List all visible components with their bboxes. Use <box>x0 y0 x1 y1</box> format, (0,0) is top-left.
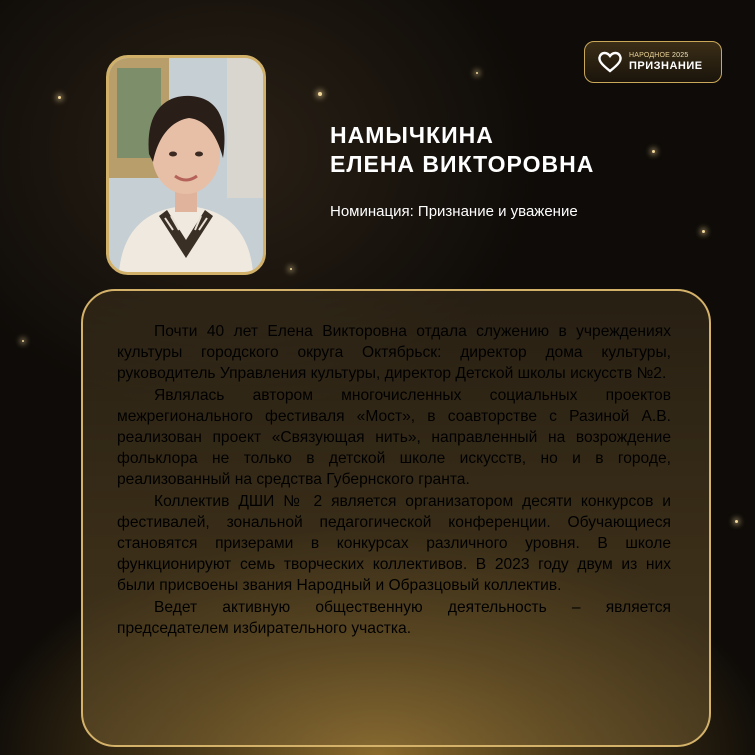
nomination-label: Номинация: Признание и уважение <box>330 203 578 220</box>
sparkle <box>735 520 738 523</box>
sparkle <box>652 150 655 153</box>
person-given-names: ЕЛЕНА ВИКТОРОВНА <box>330 151 595 177</box>
person-surname: НАМЫЧКИНА <box>330 122 494 148</box>
portrait-image <box>109 58 263 272</box>
sparkle <box>702 230 705 233</box>
sparkle <box>58 96 61 99</box>
biography-paragraph: Ведет активную общественную деятельность – является председателем избирательного участка. <box>117 598 671 637</box>
heart-icon <box>597 51 623 73</box>
sparkle <box>318 92 322 96</box>
portrait-photo <box>106 55 266 275</box>
award-logo <box>584 41 722 83</box>
biography-paragraph: Почти 40 лет Елена Викторовна отдала служению в учреждениях культуры городского округа Октябрьск: директор дома культуры, руководитель Управления культуры, директор Детской школы искусств №2. <box>117 323 671 383</box>
biography-card <box>81 289 711 747</box>
sparkle <box>22 340 24 342</box>
biography-paragraph: Коллектив ДШИ № 2 является организатором десяти конкурсов и фестивалей, зональной педагогической конференции. Обучающиеся становятся призерами в конкурсах различного уровня. В школе функционируют семь творческих коллективов. В 2023 году двум из них были присвоены звания Народный и Образцовый коллектив. <box>117 492 671 595</box>
sparkle <box>476 72 478 74</box>
biography-paragraph: Являлась автором многочисленных социальных проектов межрегионального фестиваля «Мост», в соавторстве с Разиной А.В. реализован проект «Связующая нить», направленный на возрождение фольклора не только в детской школе искусств, но и в городе, реализованный на средства Губернского гранта. <box>117 386 671 489</box>
logo-main-text: ПРИЗНАНИЕ <box>629 60 703 72</box>
logo-year: 2025 <box>672 52 689 59</box>
person-name <box>330 121 594 179</box>
sparkle <box>290 268 292 270</box>
logo-top-text: НАРОДНОЕ <box>629 52 671 59</box>
